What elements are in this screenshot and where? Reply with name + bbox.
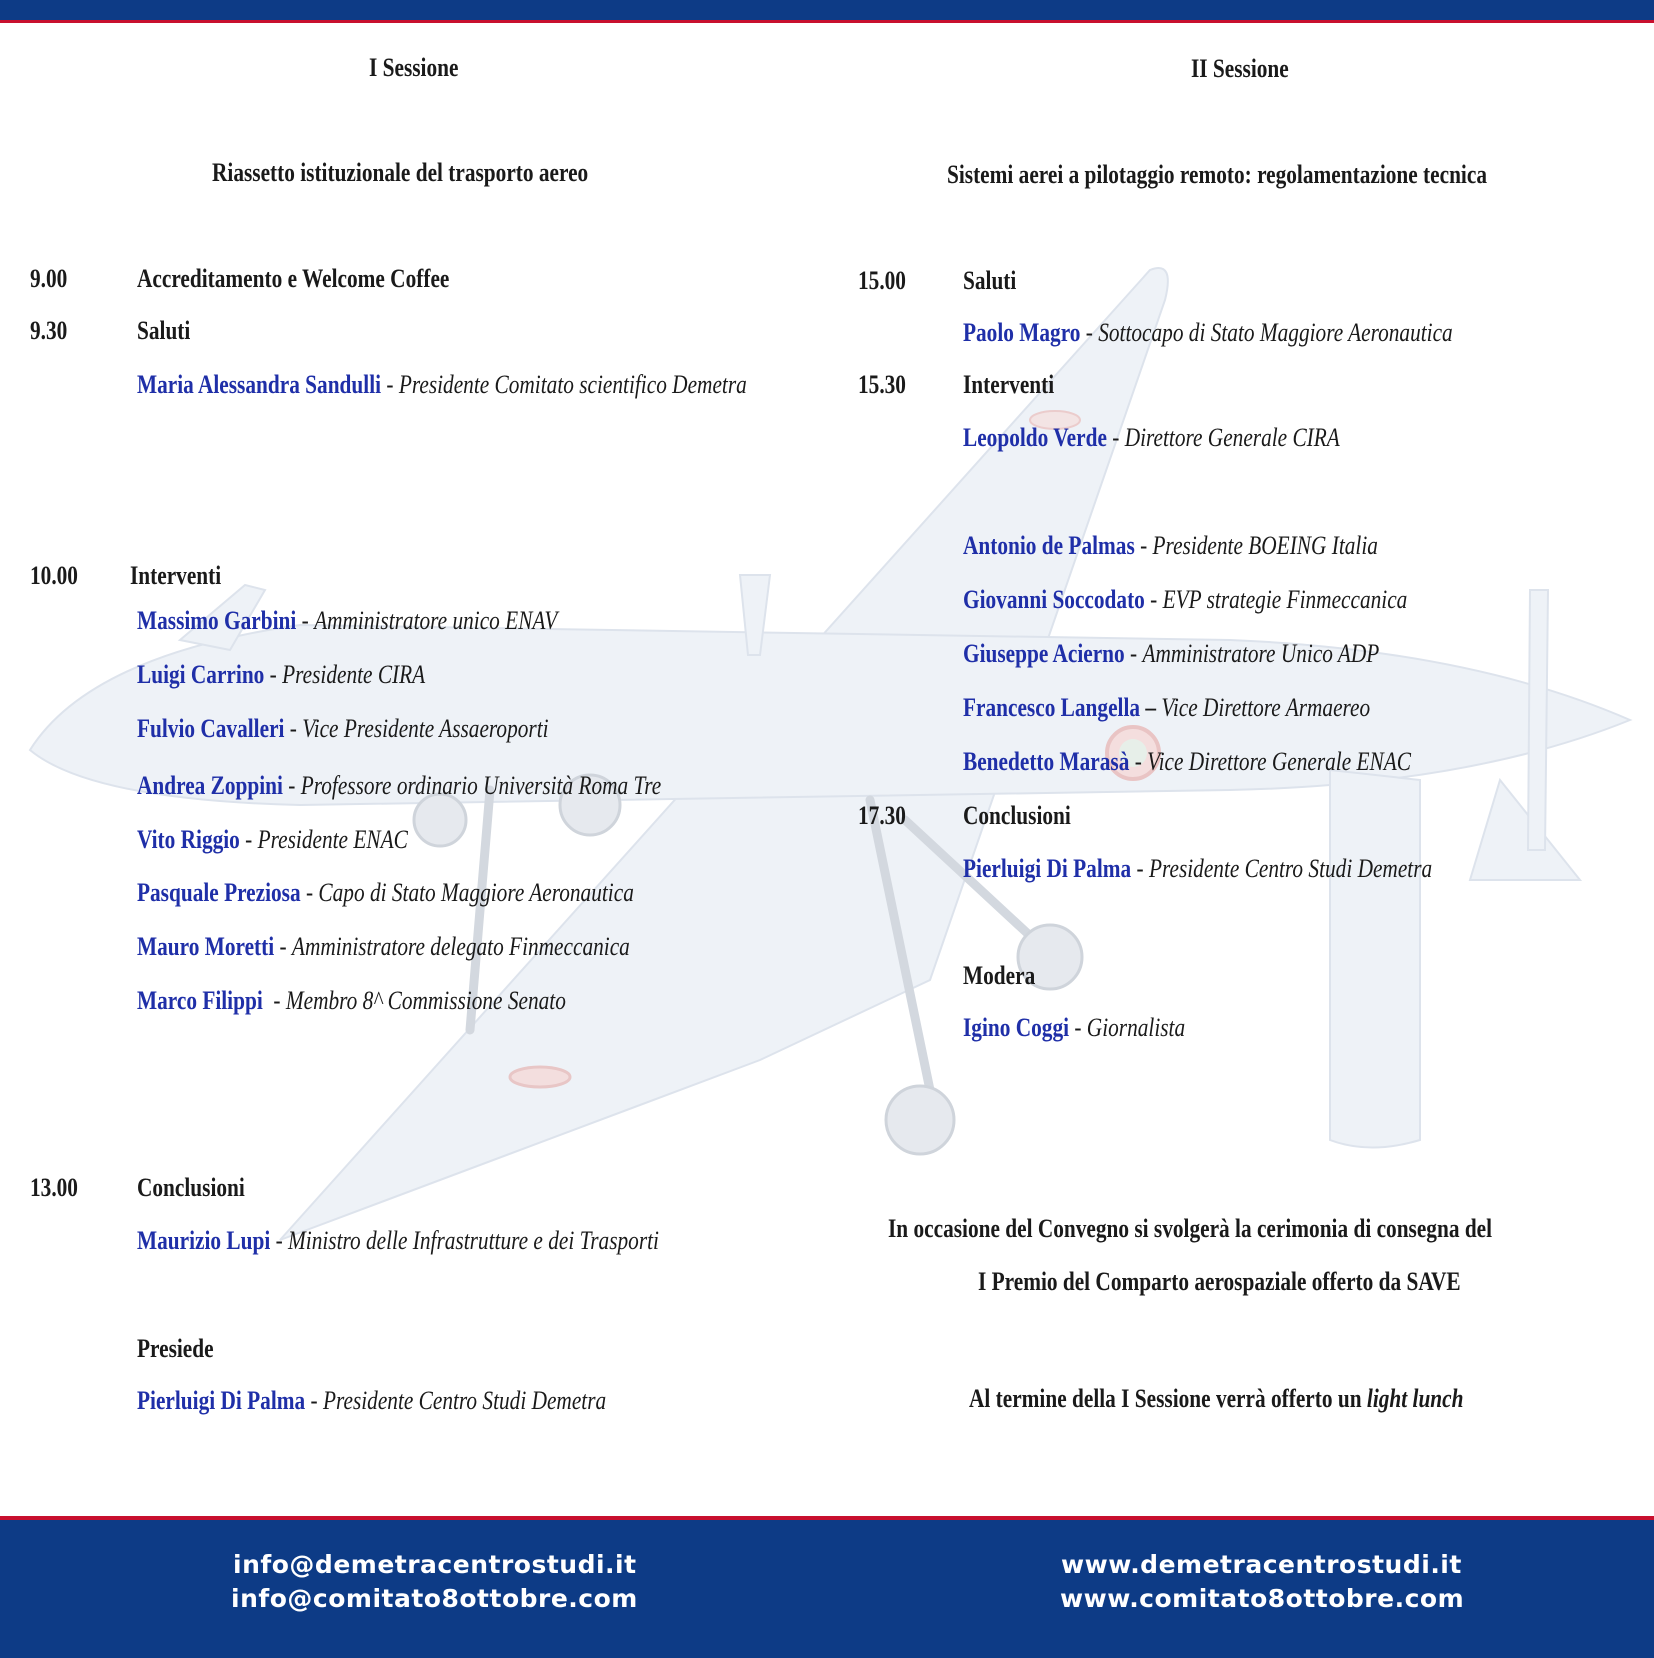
speaker-row: Luigi Carrino - Presidente CIRA	[137, 660, 426, 689]
premio-line-2: I Premio del Comparto aerospaziale offerto da SAVE	[978, 1267, 1461, 1296]
session2-interventi: Interventi	[963, 370, 1055, 399]
session1-conclusioni: Conclusioni	[137, 1173, 245, 1202]
speaker-row: Mauro Moretti - Amministratore delegato Finmeccanica	[137, 932, 630, 961]
session2-title: II Sessione	[1191, 54, 1289, 83]
session2-time-1730: 17.30	[858, 801, 906, 830]
footer-email-demetra[interactable]: info@demetracentrostudi.it	[233, 1550, 637, 1579]
session1-time-1300: 13.00	[30, 1173, 78, 1202]
speaker-row: Antonio de Palmas - Presidente BOEING Italia	[963, 531, 1378, 560]
session1-time-0930: 9.30	[30, 316, 68, 345]
speaker-row: Giovanni Soccodato - EVP strategie Finmeccanica	[963, 585, 1408, 614]
session1-saluti: Saluti	[137, 316, 191, 345]
speaker-row: Francesco Langella – Vice Direttore Armaereo	[963, 693, 1371, 722]
speaker-row: Pasquale Preziosa - Capo di Stato Maggiore Aeronautica	[137, 878, 634, 907]
session1-interventi: Interventi	[130, 561, 222, 590]
session1-conclusioni-speaker: Maurizio Lupi - Ministro delle Infrastrutture e dei Trasporti	[137, 1226, 659, 1255]
speaker-row: Andrea Zoppini - Professore ordinario Università Roma Tre	[137, 771, 662, 800]
speaker-row: Giuseppe Acierno - Amministratore Unico ADP	[963, 639, 1380, 668]
speaker-row: Fulvio Cavalleri - Vice Presidente Assaeroporti	[137, 714, 549, 743]
session2-time-1530: 15.30	[858, 370, 906, 399]
top-bar	[0, 0, 1654, 23]
session1-title: I Sessione	[369, 53, 459, 82]
speaker-row: Marco Filippi - Membro 8^ Commissione Senato	[137, 986, 566, 1015]
session2-conclusioni-speaker: Pierluigi Di Palma - Presidente Centro Studi Demetra	[963, 854, 1433, 883]
lunch-emphasis: light lunch	[1366, 1384, 1464, 1413]
session1-saluti-speaker: Maria Alessandra Sandulli - Presidente Comitato scientifico Demetra	[137, 370, 747, 399]
session1-presiede-speaker: Pierluigi Di Palma - Presidente Centro Studi Demetra	[137, 1386, 607, 1415]
session1-time-0900: 9.00	[30, 264, 68, 293]
footer-web-comitato[interactable]: www.comitato8ottobre.com	[1060, 1584, 1465, 1613]
speaker-name: Maria Alessandra Sandulli	[137, 370, 382, 399]
session1-presiede: Presiede	[137, 1334, 214, 1363]
session2-modera-speaker: Igino Coggi - Giornalista	[963, 1013, 1186, 1042]
speaker-row: Leopoldo Verde - Direttore Generale CIRA	[963, 423, 1340, 452]
speaker-row: Massimo Garbini - Amministratore unico ENAV	[137, 606, 558, 635]
session1-subtitle: Riassetto istituzionale del trasporto aereo	[212, 158, 589, 187]
speaker-row: Vito Riggio - Presidente ENAC	[137, 825, 408, 854]
session1-time-1000: 10.00	[30, 561, 78, 590]
session2-conclusioni: Conclusioni	[963, 801, 1071, 830]
session2-subtitle: Sistemi aerei a pilotaggio remoto: regolamentazione tecnica	[947, 160, 1487, 189]
premio-line-1: In occasione del Convegno si svolgerà la cerimonia di consegna del	[888, 1214, 1493, 1243]
speaker-role: Presidente Comitato scientifico Demetra	[398, 370, 747, 399]
session2-time-1500: 15.00	[858, 266, 906, 295]
session2-saluti-speaker: Paolo Magro - Sottocapo di Stato Maggiore Aeronautica	[963, 318, 1453, 347]
session2-saluti: Saluti	[963, 266, 1017, 295]
speaker-row: Benedetto Marasà - Vice Direttore Generale ENAC	[963, 747, 1412, 776]
session1-accreditamento: Accreditamento e Welcome Coffee	[137, 264, 450, 293]
session2-modera: Modera	[963, 961, 1036, 990]
footer-email-comitato[interactable]: info@comitato8ottobre.com	[231, 1584, 638, 1613]
lunch-note: Al termine della I Sessione verrà offerto un light lunch	[969, 1384, 1464, 1413]
footer-web-demetra[interactable]: www.demetracentrostudi.it	[1061, 1550, 1462, 1579]
